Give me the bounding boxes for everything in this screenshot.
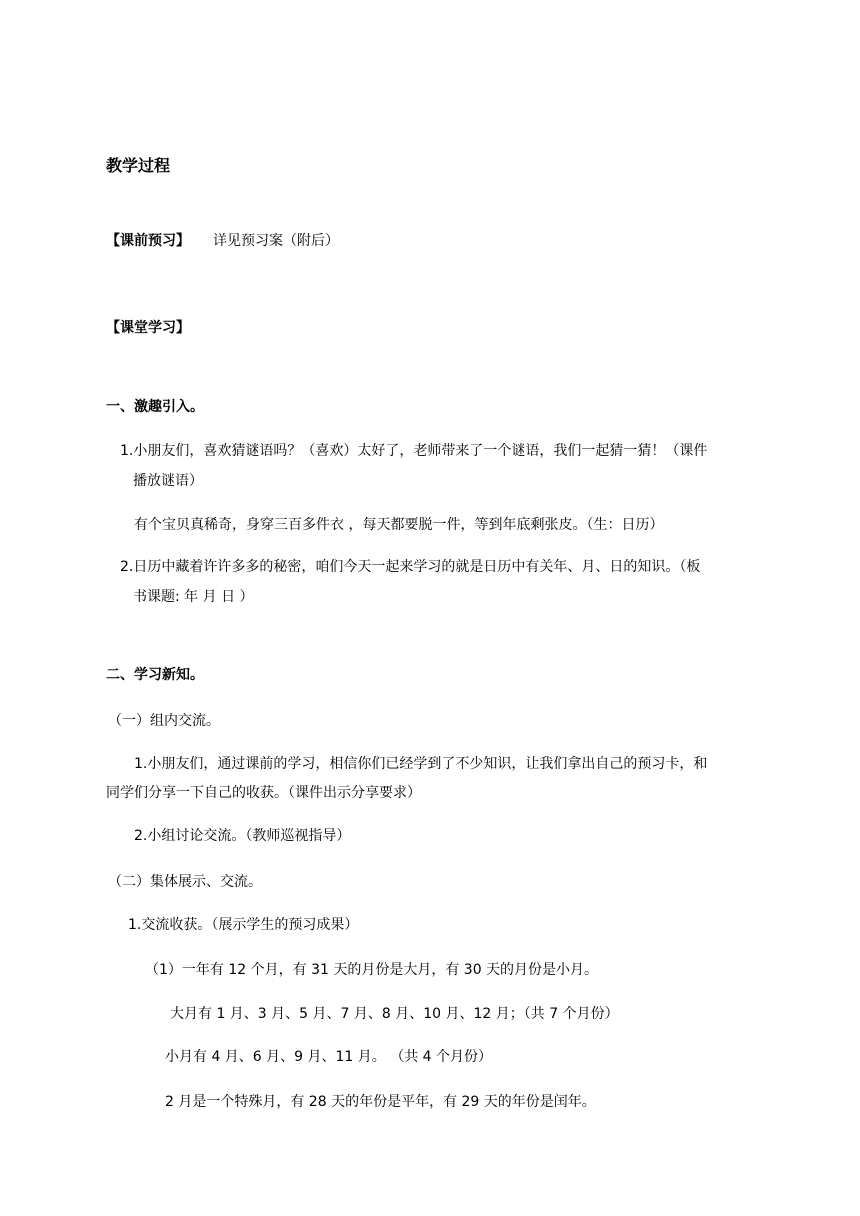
big-months-text: 大月有 1 月、3 月、5 月、7 月、8 月、10 月、12 月；（共 7 个月份） bbox=[170, 1006, 619, 1022]
section2-heading: 二、学习新知。 bbox=[106, 667, 204, 683]
subsection1-item1-line1: 1.小朋友们，通过课前的学习，相信你们已经学到了不少知识，让我们拿出自己的预习卡，和 bbox=[134, 756, 708, 772]
section1-item1-line1: 1.小朋友们，喜欢猜谜语吗？（喜欢）太好了，老师带来了一个谜语，我们一起猜一猜！（课件 bbox=[120, 443, 708, 459]
subsection2-item1: 1.交流收获。（展示学生的预习成果） bbox=[128, 917, 359, 933]
preview-label: 【课前预习】 bbox=[106, 233, 190, 249]
point1-text: （1）一年有 12 个月，有 31 天的月份是大月，有 30 天的月份是小月。 bbox=[145, 962, 599, 978]
section1-item2-line2: 书课题: 年 月 日 ） bbox=[133, 589, 254, 605]
february-text: 2 月是一个特殊月，有 28 天的年份是平年，有 29 天的年份是闰年。 bbox=[165, 1094, 596, 1110]
subsection2-heading: （二）集体展示、交流。 bbox=[108, 874, 262, 890]
section1-item1-line2: 播放谜语） bbox=[133, 473, 203, 489]
subsection1-item1-line2: 同学们分享一下自己的收获。（课件出示分享要求） bbox=[106, 785, 421, 801]
page-title: 教学过程 bbox=[106, 156, 171, 175]
subsection1-item2: 2.小组讨论交流。（教师巡视指导） bbox=[134, 828, 351, 844]
preview-text: 详见预习案（附后） bbox=[213, 233, 339, 249]
small-months-text: 小月有 4 月、6 月、9 月、11 月。 （共 4 个月份） bbox=[165, 1049, 493, 1065]
classroom-label: 【课堂学习】 bbox=[106, 320, 190, 336]
riddle-text: 有个宝贝真稀奇，身穿三百多件衣 ，每天都要脱一件，等到年底剩张皮。（生：日历） bbox=[134, 517, 664, 533]
subsection1-heading: （一）组内交流。 bbox=[108, 713, 220, 729]
section1-item2-line1: 2.日历中藏着许许多多的秘密，咱们今天一起来学习的就是日历中有关年、月、日的知识。（板 bbox=[120, 559, 701, 575]
section1-heading: 一、激趣引入。 bbox=[106, 399, 204, 415]
